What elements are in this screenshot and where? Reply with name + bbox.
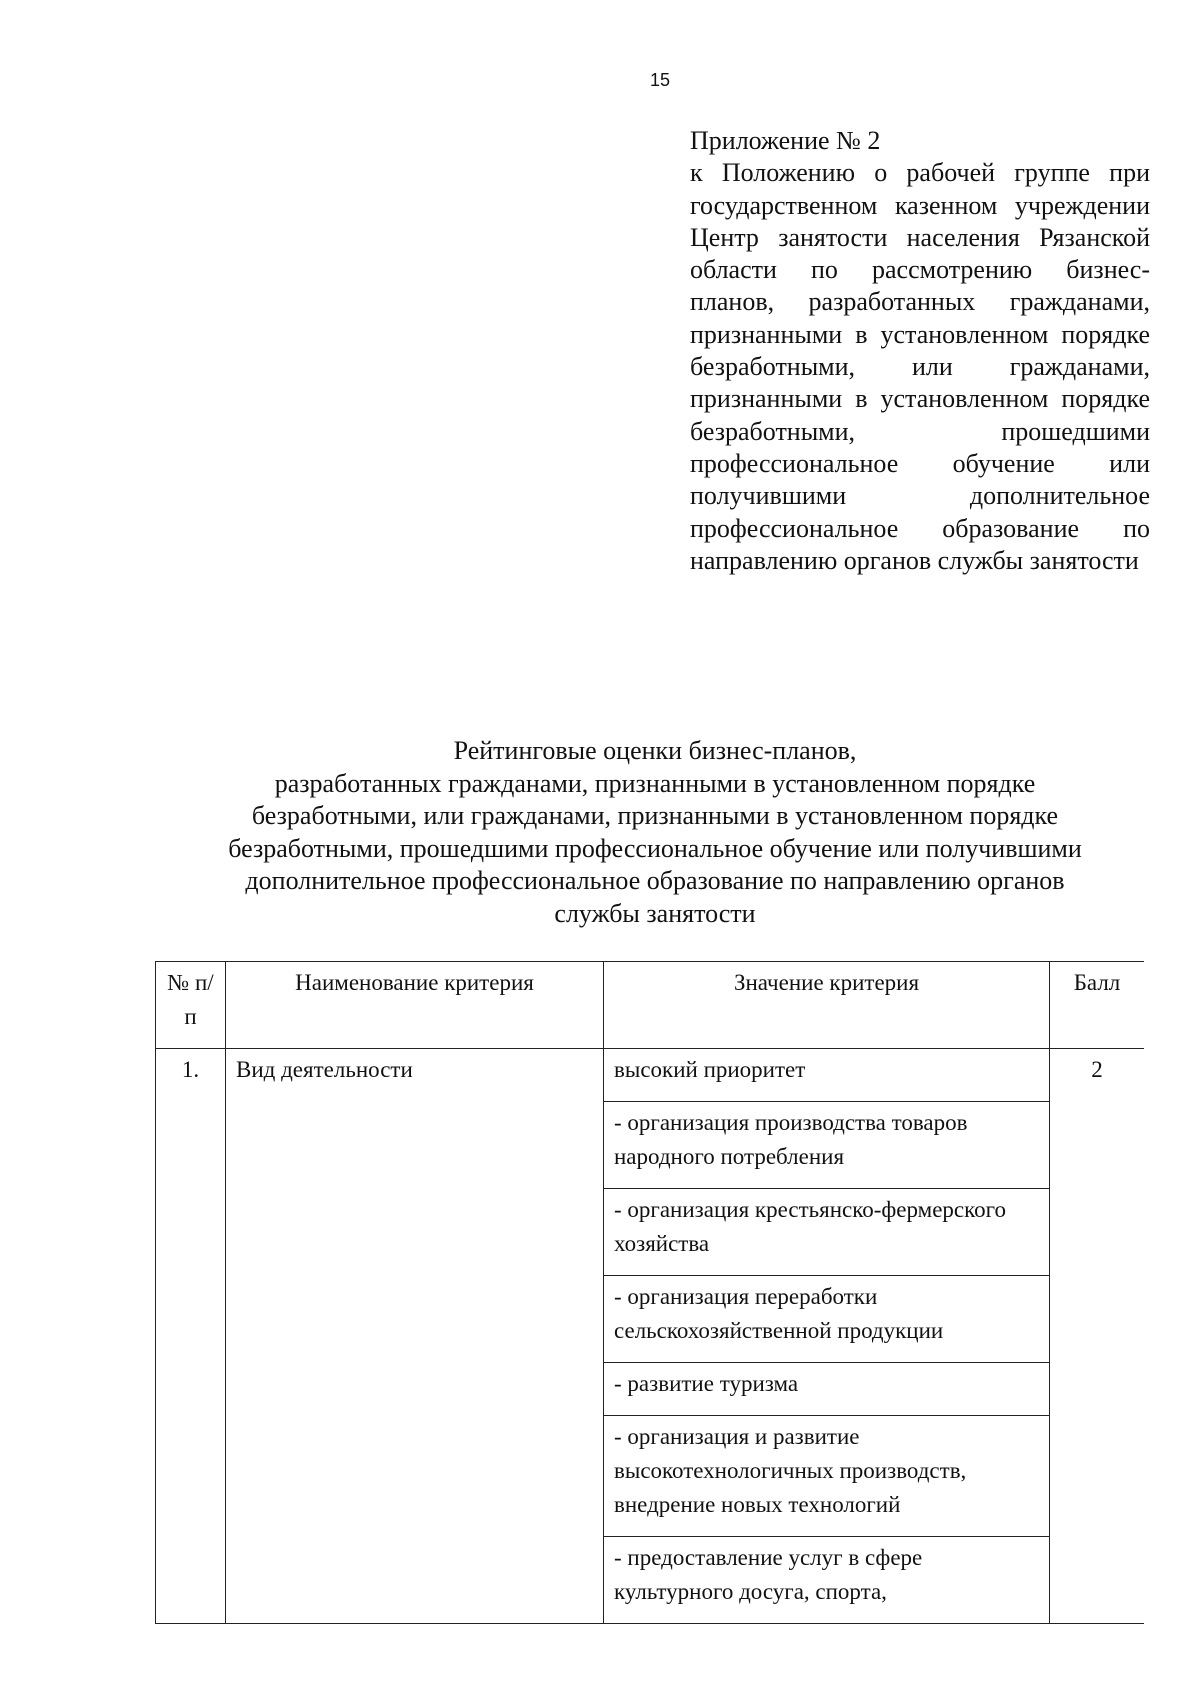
row-criterion-name: Вид деятельности bbox=[226, 1049, 604, 1624]
criterion-value: - организация переработки сельскохозяйственной продукции bbox=[604, 1276, 1050, 1363]
title-line: службы занятости bbox=[554, 898, 756, 928]
criterion-value: - развитие туризма bbox=[604, 1363, 1050, 1416]
header-criterion-name: Наименование критерия bbox=[226, 962, 604, 1049]
header-num: № п/п bbox=[156, 962, 226, 1049]
title-line: Рейтинговые оценки бизнес-планов, bbox=[453, 736, 857, 765]
table-header-row bbox=[156, 962, 1145, 1049]
criterion-value: - организация и развитие высокотехнологичных производств, внедрение новых технологий bbox=[604, 1416, 1050, 1537]
appendix-text: к Положению о рабочей группе при государственном казенном учреждении Центр занятости населения Рязанской области по рассмотрению бизнес-планов, разработанных гражданами, признанными в установленном порядке безработными, или гражданами, признанными в установленном порядке безработными, прошедшими профессиональное обучение или получившими дополнительное профессиональное образование по направлению органов службы занятости bbox=[690, 158, 1150, 575]
appendix-header bbox=[690, 125, 1150, 577]
ratings-table bbox=[155, 961, 1144, 1666]
page-number: 15 bbox=[649, 70, 671, 90]
title-line: разработанных гражданами, признанными в установленном порядке bbox=[274, 768, 1036, 798]
title-line: безработными, прошедшими профессиональное обучение или получившими bbox=[228, 833, 1082, 863]
criterion-value: высокий приоритет bbox=[604, 1049, 1050, 1102]
criterion-value: - организация крестьянско-фермерского хозяйства bbox=[604, 1189, 1050, 1276]
row-num: 1. bbox=[156, 1049, 226, 1624]
header-score: Балл bbox=[1050, 962, 1145, 1049]
title-line: дополнительное профессиональное образование по направлению органов bbox=[245, 866, 1065, 895]
row-score: 2 bbox=[1050, 1049, 1145, 1624]
table-row bbox=[156, 1049, 1145, 1102]
appendix-title: Приложение № 2 bbox=[690, 126, 881, 155]
criterion-value: - предоставление услуг в сфере культурного досуга, спорта, bbox=[604, 1537, 1050, 1624]
title-line: безработными, или гражданами, признанными в установленном порядке bbox=[251, 801, 1059, 830]
document-title bbox=[185, 735, 1125, 930]
criterion-value: - организация производства товаров народного потребления bbox=[604, 1102, 1050, 1189]
header-criterion-value: Значение критерия bbox=[604, 962, 1050, 1049]
